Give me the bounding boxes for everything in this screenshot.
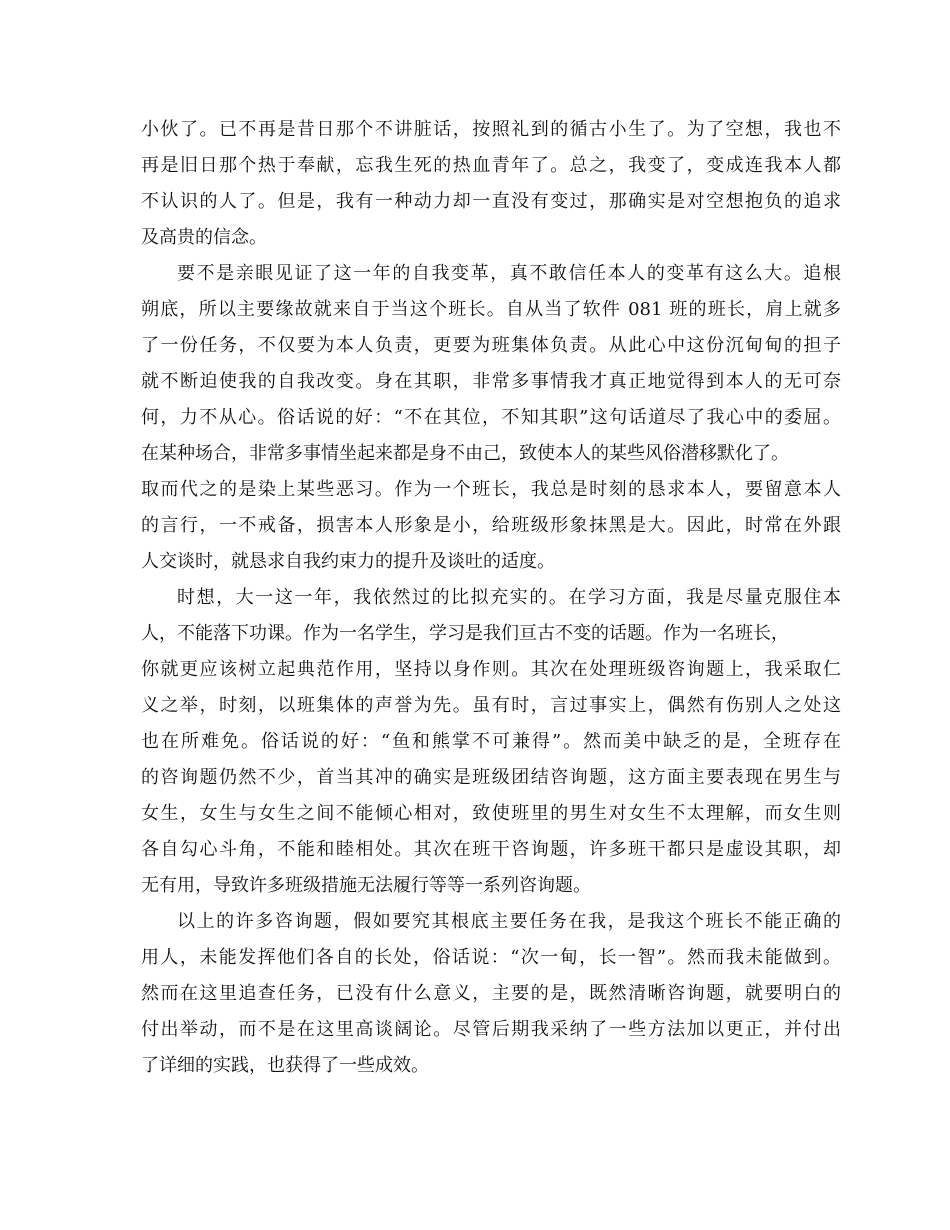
text-line: 以上的许多咨询题，假如要究其根底主要任务在我，是我这个班长不能正确的 — [177, 911, 841, 932]
text-line: 及高贵的信念。 — [141, 227, 267, 248]
text-line: 就不断迫使我的自我改变。身在其职，非常多事情我才真正地觉得到本人的无可奈 — [141, 371, 841, 392]
text-line: 人交谈时，就恳求自我约束力的提升及谈吐的适度。 — [141, 551, 555, 572]
text-line: 取而代之的是染上某些恶习。作为一个班长，我总是时刻的恳求本人，要留意本人 — [141, 479, 841, 500]
text-line: 了详细的实践，也获得了一些成效。 — [141, 1055, 429, 1076]
text-line: 时想，大一这一年，我依然过的比拟充实的。在学习方面，我是尽量克服住本 — [177, 587, 841, 608]
document-body — [141, 112, 841, 1084]
text-line: 了一份任务，不仅要为本人负责，更要为班集体负责。从此心中这份沉甸甸的担子 — [141, 335, 841, 356]
text-line: 女生，女生与女生之间不能倾心相对，致使班里的男生对女生不太理解，而女生则 — [141, 803, 841, 824]
text-line: 然而在这里追查任务，已没有什么意义，主要的是，既然清晰咨询题，就要明白的 — [141, 983, 841, 1004]
text-line: 在某种场合，非常多事情坐起来都是身不由己，致使本人的某些风俗潜移默化了。 — [141, 443, 789, 464]
text-line: 你就更应该树立起典范作用，坚持以身作则。其次在处理班级咨询题上，我采取仁 — [141, 659, 841, 680]
text-line: 付出举动，而不是在这里高谈阔论。尽管后期我采纳了一些方法加以更正，并付出 — [141, 1019, 841, 1040]
paragraph-1 — [141, 112, 841, 256]
paragraph-4 — [141, 904, 841, 1084]
text-line: 小伙了。已不再是昔日那个不讲脏话，按照礼到的循古小生了。为了空想，我也不 — [141, 119, 841, 140]
text-line: 何，力不从心。俗话说的好：“不在其位，不知其职”这句话道尽了我心中的委屈。 — [141, 407, 841, 428]
text-line: 无有用，导致许多班级措施无法履行等等一系列咨询题。 — [141, 875, 591, 896]
text-line: 用人，未能发挥他们各自的长处，俗话说：“次一甸，长一智”。然而我未能做到。 — [141, 947, 841, 968]
text-line: 的言行，一不戒备，损害本人形象是小，给班级形象抹黑是大。因此，时常在外跟 — [141, 515, 841, 536]
text-line: 的咨询题仍然不少，首当其冲的确实是班级团结咨询题，这方面主要表现在男生与 — [141, 767, 841, 788]
text-line: 再是旧日那个热于奉献，忘我生死的热血青年了。总之，我变了，变成连我本人都 — [141, 155, 841, 176]
text-line: 不认识的人了。但是，我有一种动力却一直没有变过，那确实是对空想抱负的追求 — [141, 191, 841, 212]
text-line: 朔底，所以主要缘故就来自于当这个班长。自从当了软件 081 班的班长，肩上就多 — [141, 299, 841, 320]
text-line: 也在所难免。俗话说的好：“鱼和熊掌不可兼得”。然而美中缺乏的是，全班存在 — [141, 731, 841, 752]
text-line: 要不是亲眼见证了这一年的自我变革，真不敢信任本人的变革有这么大。追根 — [177, 263, 841, 284]
paragraph-2 — [141, 256, 841, 580]
text-line: 人，不能落下功课。作为一名学生，学习是我们亘古不变的话题。作为一名班长， — [141, 623, 789, 644]
text-line: 各自勾心斗角，不能和睦相处。其次在班干咨询题，许多班干都只是虚设其职，却 — [141, 839, 841, 860]
text-line: 义之举，时刻，以班集体的声誉为先。虽有时，言过事实上，偶然有伤别人之处这 — [141, 695, 841, 716]
paragraph-3 — [141, 580, 841, 904]
